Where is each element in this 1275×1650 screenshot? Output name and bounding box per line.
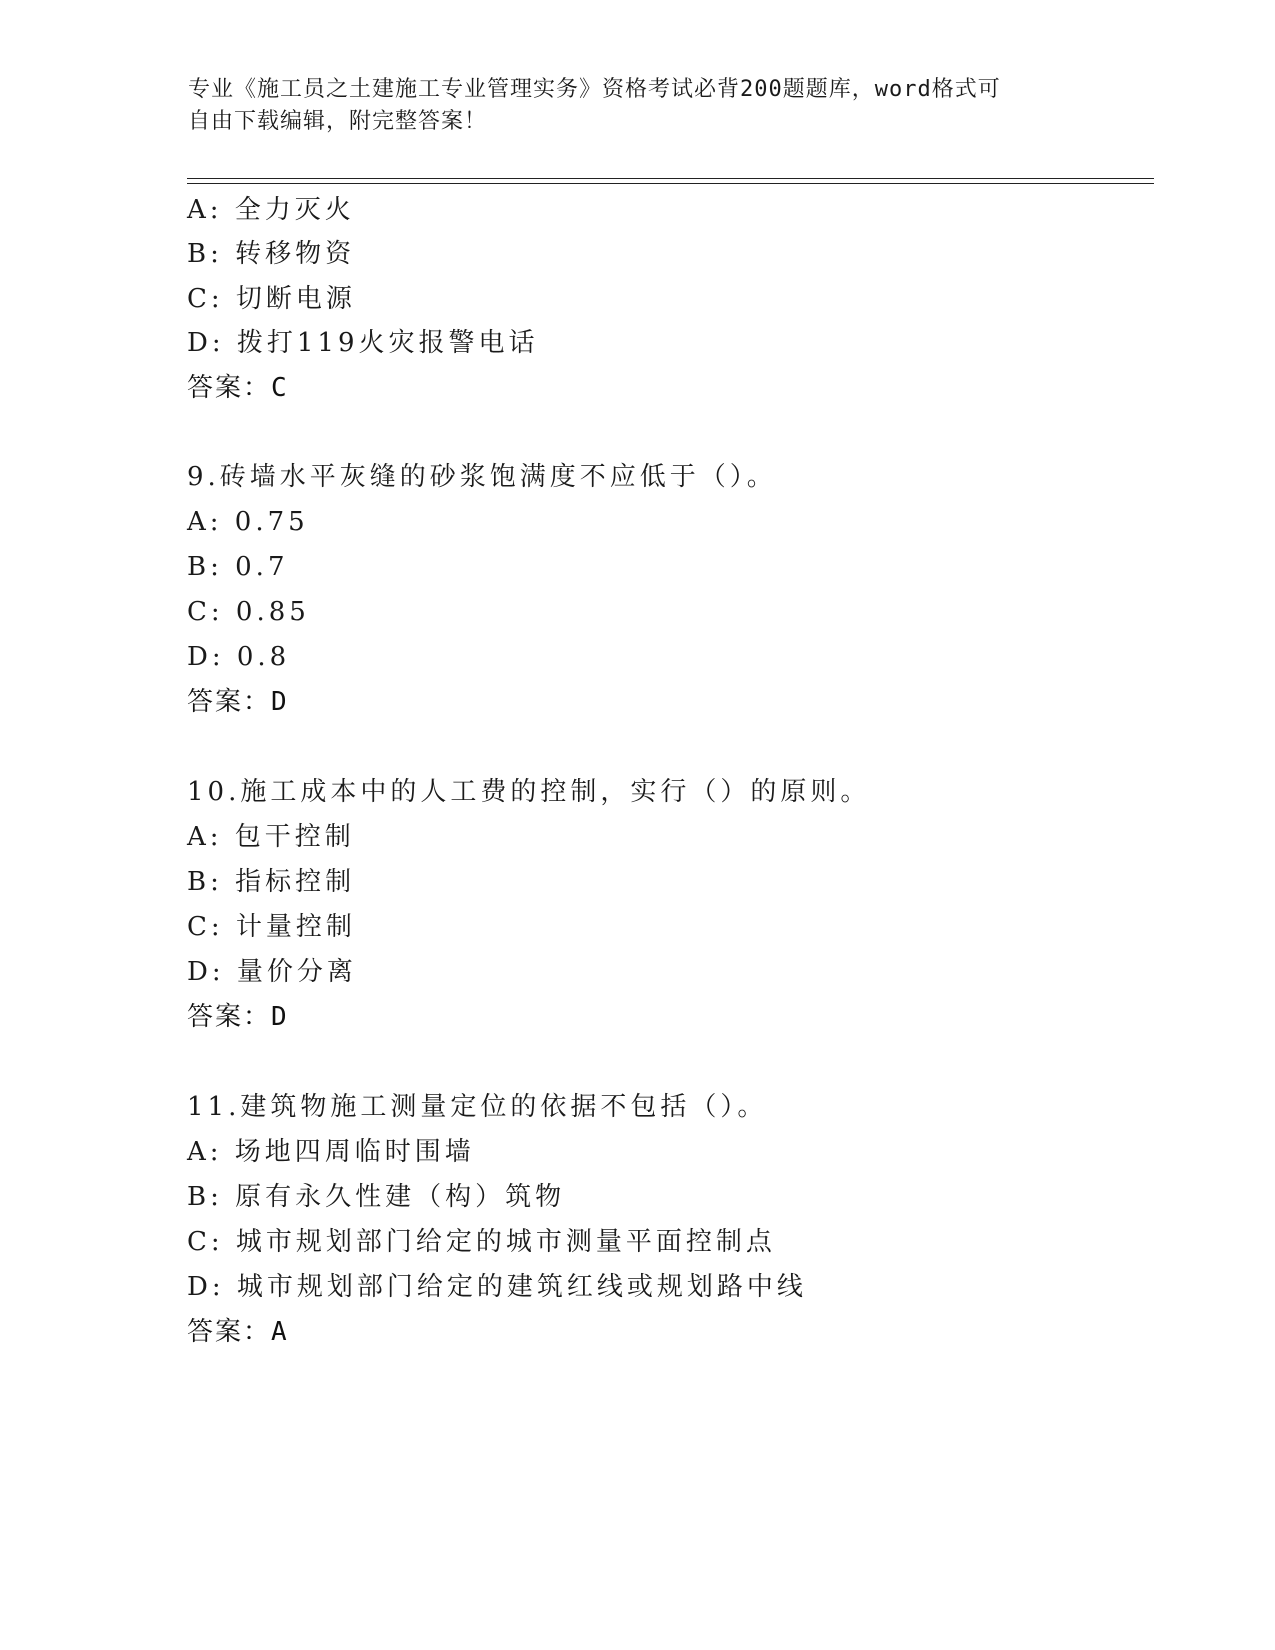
q10-option-d: D: 量价分离 <box>187 957 357 987</box>
q11-answer: 答案：A <box>187 1317 289 1347</box>
q10-option-b: B: 指标控制 <box>187 867 356 897</box>
q10-question: 10.施工成本中的人工费的控制，实行（）的原则。 <box>187 777 871 807</box>
q8-option-a: A: 全力灭火 <box>187 195 355 225</box>
q10-option-c: C: 计量控制 <box>187 912 356 942</box>
q10-answer: 答案：D <box>187 1002 289 1032</box>
q11-option-a: A: 场地四周临时围墙 <box>187 1137 475 1167</box>
document-header <box>188 74 1068 138</box>
q9-option-c: C: 0.85 <box>187 597 310 627</box>
header-line-1: 专业《施工员之土建施工专业管理实务》资格考试必背200题题库，word格式可 <box>188 77 1001 102</box>
q11-question: 11.建筑物施工测量定位的依据不包括（）。 <box>187 1092 768 1122</box>
q8-option-d: D: 拨打119火灾报警电话 <box>187 328 539 358</box>
q9-answer: 答案：D <box>187 687 289 717</box>
q11-option-c: C: 城市规划部门给定的城市测量平面控制点 <box>187 1227 776 1257</box>
header-divider-bottom <box>187 183 1154 184</box>
q10-option-a: A: 包干控制 <box>187 822 355 852</box>
q9-option-b: B: 0.7 <box>187 552 289 582</box>
q11-option-d: D: 城市规划部门给定的建筑红线或规划路中线 <box>187 1272 807 1302</box>
q11-option-b: B: 原有永久性建（构）筑物 <box>187 1182 566 1212</box>
q8-option-c: C: 切断电源 <box>187 284 356 314</box>
q9-option-a: A: 0.75 <box>187 507 309 537</box>
q8-answer: 答案：C <box>187 373 289 403</box>
q9-option-d: D: 0.8 <box>187 642 291 672</box>
header-divider-top <box>187 178 1154 179</box>
q8-option-b: B: 转移物资 <box>187 239 356 269</box>
q9-question: 9.砖墙水平灰缝的砂浆饱满度不应低于（）。 <box>187 462 777 492</box>
header-line-2: 自由下载编辑，附完整答案！ <box>188 109 488 134</box>
